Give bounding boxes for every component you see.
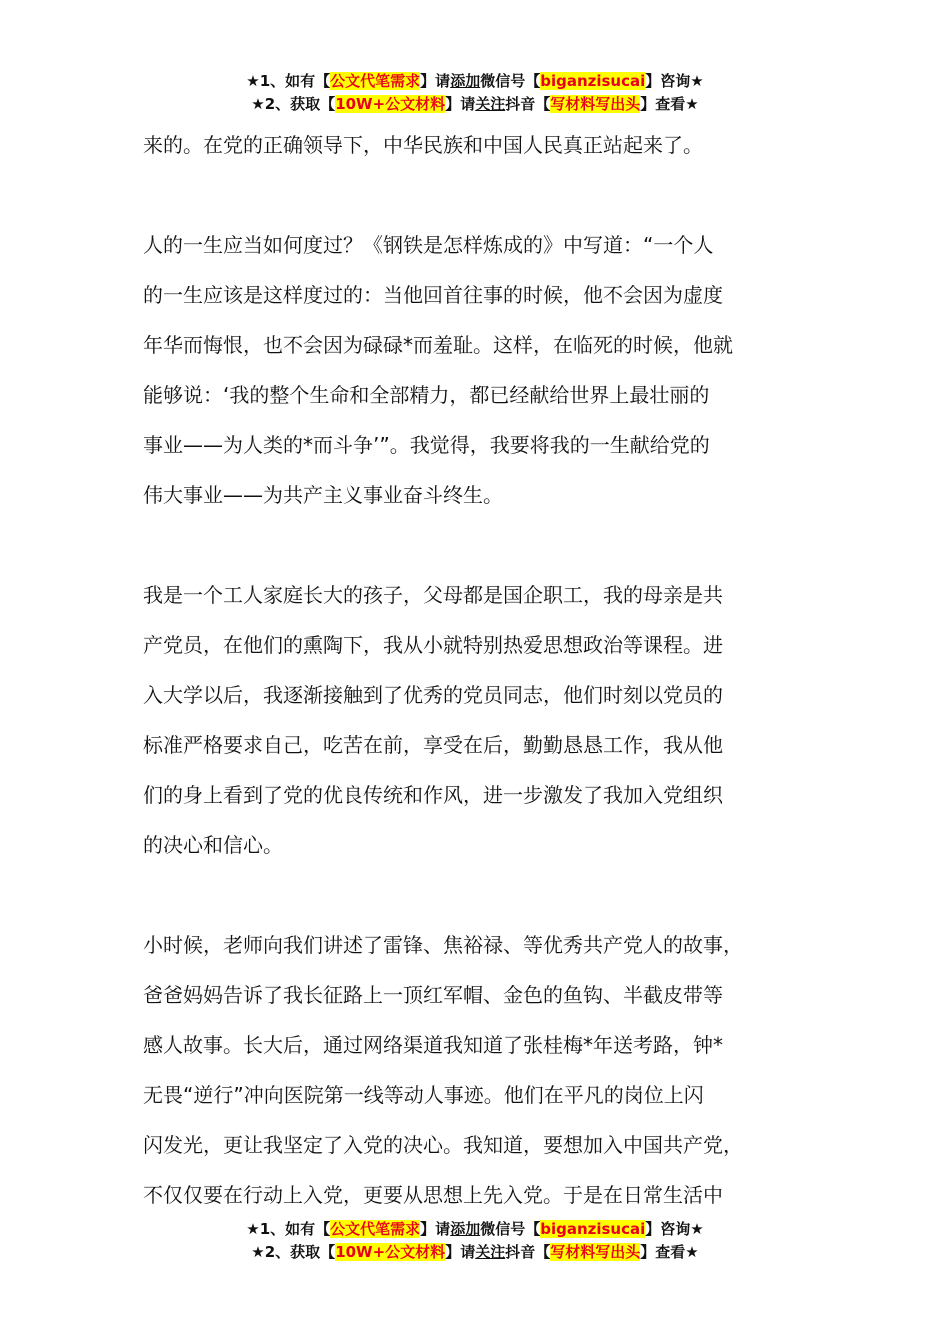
- footer-line-2-suffix: 】查看★: [640, 1243, 699, 1261]
- header-wechat-id: biganzisucai: [540, 72, 646, 90]
- paragraph-line: 爸爸妈妈告诉了我长征路上一顶红军帽、金色的鱼钩、半截皮带等: [143, 983, 723, 1007]
- document-body: [143, 120, 833, 1220]
- footer-line-1: [0, 1218, 950, 1241]
- paragraph-line: 们的身上看到了党的优良传统和作风，进一步激发了我加入党组织: [143, 783, 723, 807]
- footer-line-2-mid: 】请: [445, 1243, 476, 1261]
- footer-line-1-mid: 】请: [420, 1220, 451, 1238]
- header-douyin-account: 写材料写出头: [550, 95, 641, 113]
- header-line-2-emphasis: 关注: [475, 95, 506, 113]
- header-line-2-mid2: 抖音【: [505, 95, 551, 113]
- paragraph-3: [143, 570, 833, 870]
- footer-line-2-mid2: 抖音【: [505, 1243, 551, 1261]
- footer-line-1-highlight-service: 公文代笔需求: [330, 1220, 421, 1238]
- header-line-1-mid: 】请: [420, 72, 451, 90]
- header-line-1-mid2: 微信号【: [480, 72, 541, 90]
- footer-line-2: [0, 1241, 950, 1264]
- paragraph-spacer: [143, 170, 833, 220]
- paragraph-1: [143, 120, 833, 170]
- paragraph-line: 伟大事业——为共产主义事业奋斗终生。: [143, 483, 503, 507]
- paragraph-line: 入大学以后，我逐渐接触到了优秀的党员同志，他们时刻以党员的: [143, 683, 723, 707]
- paragraph-4: [143, 920, 833, 1220]
- footer-line-1-prefix: ★1、如有【: [246, 1220, 331, 1238]
- footer-douyin-account: 写材料写出头: [550, 1243, 641, 1261]
- paragraph-line: 的决心和信心。: [143, 833, 283, 857]
- header-line-1: [0, 70, 950, 93]
- header-banner: [0, 70, 950, 116]
- header-line-2: [0, 93, 950, 116]
- header-line-2-suffix: 】查看★: [640, 95, 699, 113]
- header-line-1-emphasis: 添加: [450, 72, 481, 90]
- paragraph-line: 能够说：‘我的整个生命和全部精力，都已经献给世界上最壮丽的: [143, 383, 710, 407]
- header-line-1-suffix: 】咨询★: [645, 72, 704, 90]
- paragraph-line: 产党员，在他们的熏陶下，我从小就特别热爱思想政治等课程。进: [143, 633, 723, 657]
- paragraph-line: 小时候，老师向我们讲述了雷锋、焦裕禄、等优秀共产党人的故事，: [143, 933, 743, 957]
- header-line-1-highlight-service: 公文代笔需求: [330, 72, 421, 90]
- footer-wechat-id: biganzisucai: [540, 1220, 646, 1238]
- paragraph-line: 不仅仅要在行动上入党，更要从思想上先入党。于是在日常生活中: [143, 1183, 723, 1207]
- paragraph-line: 的一生应该是这样度过的：当他回首往事的时候，他不会因为虚度: [143, 283, 723, 307]
- footer-banner: [0, 1218, 950, 1264]
- header-line-1-prefix: ★1、如有【: [246, 72, 331, 90]
- paragraph-line: 我是一个工人家庭长大的孩子，父母都是国企职工，我的母亲是共: [143, 583, 723, 607]
- paragraph-line: 闪发光，更让我坚定了入党的决心。我知道，要想加入中国共产党，: [143, 1133, 743, 1157]
- footer-line-1-suffix: 】咨询★: [645, 1220, 704, 1238]
- footer-line-2-emphasis: 关注: [475, 1243, 506, 1261]
- paragraph-spacer: [143, 520, 833, 570]
- footer-line-1-emphasis: 添加: [450, 1220, 481, 1238]
- header-line-2-prefix: ★2、获取【: [251, 95, 336, 113]
- paragraph-line: 标准严格要求自己，吃苦在前，享受在后，勤勤恳恳工作，我从他: [143, 733, 723, 757]
- header-line-2-highlight-materials: 10W+公文材料: [335, 95, 446, 113]
- paragraph-line: 人的一生应当如何度过？《钢铁是怎样炼成的》中写道：“一个人: [143, 233, 714, 257]
- header-line-2-mid: 】请: [445, 95, 476, 113]
- footer-line-2-prefix: ★2、获取【: [251, 1243, 336, 1261]
- paragraph-2: [143, 220, 833, 520]
- footer-line-2-highlight-materials: 10W+公文材料: [335, 1243, 446, 1261]
- paragraph-spacer: [143, 870, 833, 920]
- footer-line-1-mid2: 微信号【: [480, 1220, 541, 1238]
- paragraph-line: 年华而悔恨，也不会因为碌碌*而羞耻。这样，在临死的时候，他就: [143, 333, 733, 357]
- paragraph-line: 无畏“逆行”冲向医院第一线等动人事迹。他们在平凡的岗位上闪: [143, 1083, 704, 1107]
- paragraph-line: 感人故事。长大后，通过网络渠道我知道了张桂梅*年送考路，钟*: [143, 1033, 723, 1057]
- paragraph-line: 事业——为人类的*而斗争’”。我觉得，我要将我的一生献给党的: [143, 433, 710, 457]
- paragraph-line: 来的。在党的正确领导下，中华民族和中国人民真正站起来了。: [143, 133, 703, 157]
